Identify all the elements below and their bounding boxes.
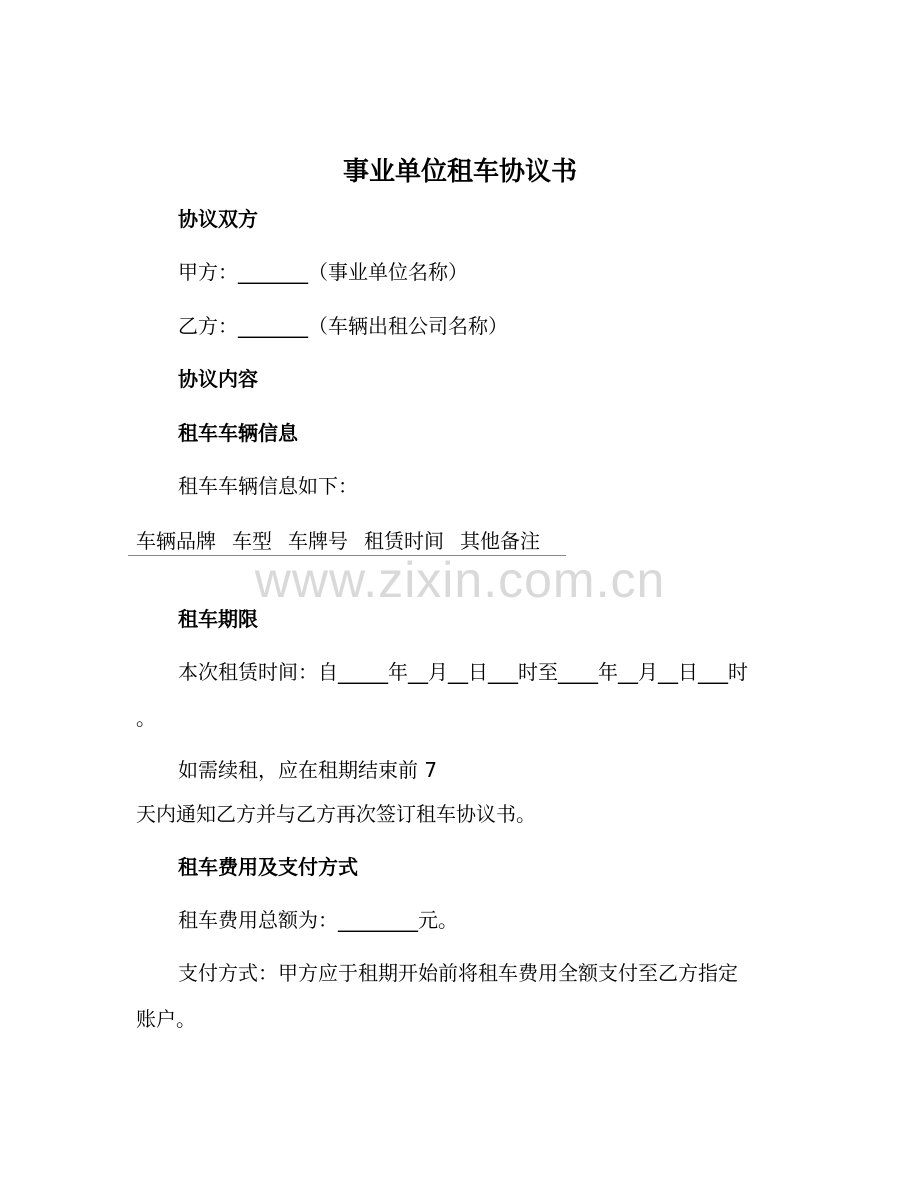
payment-line-cont: 账户。 [136,1007,196,1031]
table-header-cell: 其他备注 [460,529,540,553]
table-header-cell: 车辆品牌 [136,529,216,553]
vehicle-intro: 租车车辆信息如下： [178,474,358,498]
term-heading: 租车期限 [178,607,258,631]
content-heading: 协议内容 [178,367,258,391]
table-header-cell: 车牌号 [288,529,348,553]
renewal-line: 如需续租，应在租期结束前 7 [178,758,438,782]
party-b-line: 乙方：_______（车辆出租公司名称） [178,314,508,338]
parties-heading: 协议双方 [178,207,258,231]
term-line-end: 。 [136,706,156,730]
renewal-line-cont: 天内通知乙方并与乙方再次签订租车协议书。 [136,802,536,826]
table-header-cell: 车型 [232,529,272,553]
fee-heading: 租车费用及支付方式 [178,855,358,879]
term-line: 本次租赁时间：自_____年__月__日___时至____年__月__日___时 [178,660,748,684]
watermark: www.zixin.com.cn [254,552,666,608]
payment-line: 支付方式：甲方应于租期开始前将租车费用全额支付至乙方指定 [178,961,738,985]
fee-total-line: 租车费用总额为：________元。 [178,908,458,932]
party-a-line: 甲方：_______（事业单位名称） [178,260,468,284]
table-header-cell: 租赁时间 [364,529,444,553]
vehicle-heading: 租车车辆信息 [178,421,298,445]
document-title: 事业单位租车协议书 [342,157,577,187]
